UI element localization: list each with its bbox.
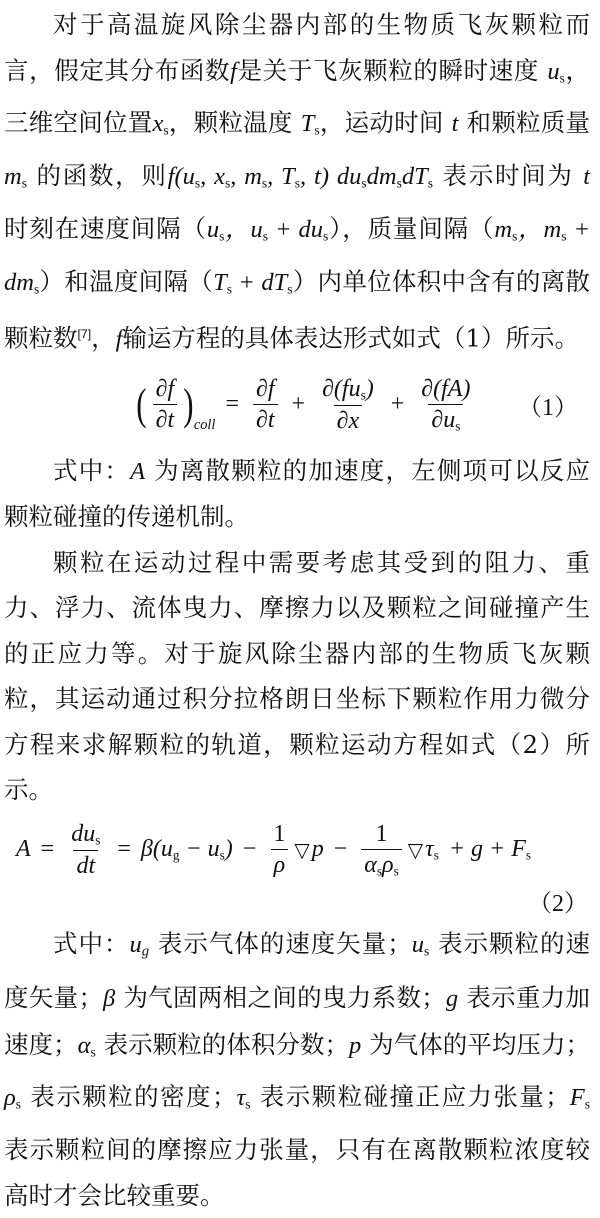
frac-du-dt <box>68 821 103 879</box>
var-ms <box>4 163 27 190</box>
sym: u <box>411 930 425 958</box>
var-ug <box>129 931 149 958</box>
den: ∂t <box>153 404 178 433</box>
nabla-symbol: ▽ <box>407 837 424 862</box>
tau: τ <box>425 836 434 863</box>
sub: s <box>424 943 430 959</box>
text: 为气固两相之间的曳力系数； <box>123 983 446 1013</box>
interval-velocity <box>207 216 328 243</box>
var-p: p <box>349 1031 362 1059</box>
frac-1-rho <box>270 821 288 879</box>
var-f: f <box>115 325 123 353</box>
num-end: ) <box>365 375 374 402</box>
sub: s <box>393 863 399 879</box>
part: ，m <box>517 216 562 244</box>
text: 式中： <box>53 455 131 485</box>
den: dt <box>73 850 98 879</box>
text: 表示气体的速度矢量； <box>157 928 412 958</box>
text: 和颗粒质量 <box>466 108 591 138</box>
num: du <box>71 820 96 847</box>
sub: s <box>33 281 40 297</box>
equation-2 <box>4 813 590 887</box>
part: , t) du <box>300 163 362 191</box>
equation-number-2: （2） <box>528 890 588 917</box>
sub: s <box>287 281 293 297</box>
sub: g <box>141 943 150 960</box>
sub: s <box>584 1096 590 1112</box>
var-xs <box>153 110 169 137</box>
sub: s <box>559 69 565 85</box>
sym: τ <box>236 1084 246 1112</box>
part: dm <box>366 163 397 191</box>
text: 表示颗粒的速度矢量； <box>4 928 591 1013</box>
sub: s <box>294 175 301 191</box>
sub: s <box>90 1043 96 1059</box>
part: β(u <box>140 836 173 863</box>
sub: s <box>427 175 433 191</box>
equals: = <box>225 391 239 418</box>
den: ∂x <box>334 405 363 434</box>
den: ρ <box>271 849 289 878</box>
sym: x <box>152 110 164 138</box>
rho: ρ <box>382 852 394 879</box>
sub-coll: coll <box>193 416 216 433</box>
sub: s <box>376 863 383 879</box>
frac-term3 <box>418 376 473 434</box>
sub: s <box>163 122 169 138</box>
part: , T <box>267 163 295 191</box>
var-Ts <box>301 110 320 137</box>
citation[interactable]: [7] <box>77 326 92 341</box>
num: 1 <box>375 820 388 847</box>
text: 表示时间为 <box>442 161 574 191</box>
num: ∂f <box>155 375 175 402</box>
text: 表示颗粒的密度； <box>30 1082 237 1112</box>
sub: s <box>361 175 367 191</box>
part: m <box>494 216 513 244</box>
paragraph-where-A <box>4 448 590 540</box>
var-p: p <box>311 836 324 863</box>
text: 表示颗粒的体积分数； <box>103 1029 350 1059</box>
frac-lhs <box>153 376 178 434</box>
part: , x <box>200 163 225 191</box>
text: 输运方程的具体表达形式如式（1）所示。 <box>122 323 580 353</box>
num: ∂(fu <box>322 375 361 402</box>
part: T <box>213 268 227 296</box>
num: ∂f <box>255 375 275 402</box>
sub: s <box>561 228 567 244</box>
text: 表示颗粒碰撞正应力张量； <box>259 1082 570 1112</box>
text: 式中： <box>53 928 130 958</box>
sub: s <box>219 228 225 244</box>
den: ∂t <box>253 404 278 433</box>
sub: s <box>224 175 231 191</box>
plus: + <box>291 391 306 418</box>
part: dT <box>401 163 428 191</box>
text: 表示重力加速度； <box>4 983 591 1059</box>
var-f: f <box>230 57 237 85</box>
text: ，运动时间 <box>319 108 444 138</box>
text: ，颗粒温度 <box>168 108 293 138</box>
part: u <box>206 216 220 244</box>
num: ∂(fA) <box>421 375 471 402</box>
sub: s <box>314 122 320 138</box>
var-tau-s <box>236 1084 250 1111</box>
sub: s <box>194 175 201 191</box>
sym: α <box>77 1031 91 1059</box>
var-A: A <box>130 457 146 485</box>
var-us <box>547 58 565 85</box>
sym: u <box>547 57 560 85</box>
sym: u <box>129 930 142 958</box>
equation-number-1: （1） <box>518 395 578 422</box>
sub: s <box>323 228 329 244</box>
sub-g: g <box>172 847 180 863</box>
var-beta: β <box>103 985 116 1013</box>
plus: + <box>390 391 405 418</box>
tau-s <box>425 836 439 863</box>
nabla-symbol: ▽ <box>294 837 310 862</box>
sym: F <box>569 1084 585 1112</box>
equals: = <box>117 836 131 863</box>
var-A: A <box>16 836 31 863</box>
var-t: t <box>451 110 459 138</box>
minus: − <box>333 836 348 863</box>
interval-temperature <box>213 269 292 296</box>
paragraph-symbol-definitions <box>4 921 590 1218</box>
den: ∂u <box>431 407 456 434</box>
text: ，三维空间位置 <box>4 55 591 138</box>
equation-1 <box>4 362 590 448</box>
text: ），质量间隔（ <box>328 214 495 244</box>
sub: s <box>433 847 439 863</box>
paper-page <box>0 2 600 1210</box>
sym: T <box>300 110 315 138</box>
part: f(u <box>167 163 195 191</box>
paragraph-particle-forces: 颗粒在运动过程中需要考虑其受到的阻力、重力、浮力、流体曳力、摩擦力以及颗粒之间碰撞产生的正应力等。对于旋风除尘器内部的生物质飞灰颗粒，其运动通过积分拉格朗日坐标下颗粒作用力微分方程来求解颗粒的轨道，颗粒运动方程如式（2）所示。 <box>4 547 590 805</box>
var-alpha-s <box>78 1032 96 1059</box>
text: 为气体的平均压力； <box>369 1029 591 1059</box>
frac-term2 <box>319 376 377 434</box>
equals: = <box>40 836 55 863</box>
sub: s <box>455 418 461 434</box>
var-rho-s <box>4 1084 21 1111</box>
text: ， <box>91 323 116 353</box>
sym: m <box>4 163 22 191</box>
sub: s <box>245 1096 251 1112</box>
sub: s <box>95 832 101 848</box>
text: 为离散颗粒的加速度，左侧项可以反应颗粒碰撞的传递机制。 <box>4 455 590 532</box>
text: 的函数，则 <box>36 161 168 191</box>
var-F-s <box>570 1084 590 1111</box>
text: 是关于飞灰颗粒的瞬时速度 <box>236 55 539 85</box>
gravity-friction-terms <box>449 836 531 863</box>
paren-close: ) <box>183 379 194 429</box>
text: 时刻在速度间隔（ <box>4 214 207 244</box>
part: + dT <box>231 268 288 296</box>
paragraph-distribution-function <box>4 2 590 362</box>
sub: s <box>21 175 27 191</box>
alpha: α <box>364 852 377 879</box>
sub: s <box>262 228 269 244</box>
frac-term1 <box>253 376 278 434</box>
sym: ρ <box>4 1084 16 1112</box>
minus: − <box>242 836 257 863</box>
expr-f <box>168 163 433 190</box>
drag-term <box>141 836 233 863</box>
part: − u <box>179 836 220 863</box>
text: ）和温度间隔（ <box>39 266 214 296</box>
text: 对于高温旋风除尘器内部的生物质飞灰颗粒而言，假定其分布函数 <box>4 10 590 85</box>
text: 表示颗粒间的摩擦应力张量，只有在离散颗粒浓度较高时才会比较重要。 <box>4 1135 590 1210</box>
sub: s <box>360 387 366 403</box>
var-t: t <box>583 163 590 191</box>
sub: s <box>525 847 532 863</box>
part: + du <box>268 216 324 244</box>
part: , m <box>230 163 262 191</box>
sub: s <box>15 1096 22 1112</box>
text: ）内单位体积中含有的离散颗粒数 <box>4 266 590 353</box>
part: ) <box>224 836 233 863</box>
sub: s <box>226 281 232 297</box>
sub: s <box>512 228 518 244</box>
part: + g + F <box>448 836 526 863</box>
sub: s <box>396 175 402 191</box>
paren-open: ( <box>136 379 147 429</box>
part: + dm <box>4 216 590 296</box>
sub: s <box>261 175 268 191</box>
sub: s <box>219 847 225 863</box>
frac-1-alpha-rho <box>361 821 401 879</box>
var-g: g <box>445 985 459 1013</box>
num: 1 <box>273 820 286 847</box>
part: ，u <box>224 216 263 244</box>
var-us <box>412 931 430 958</box>
